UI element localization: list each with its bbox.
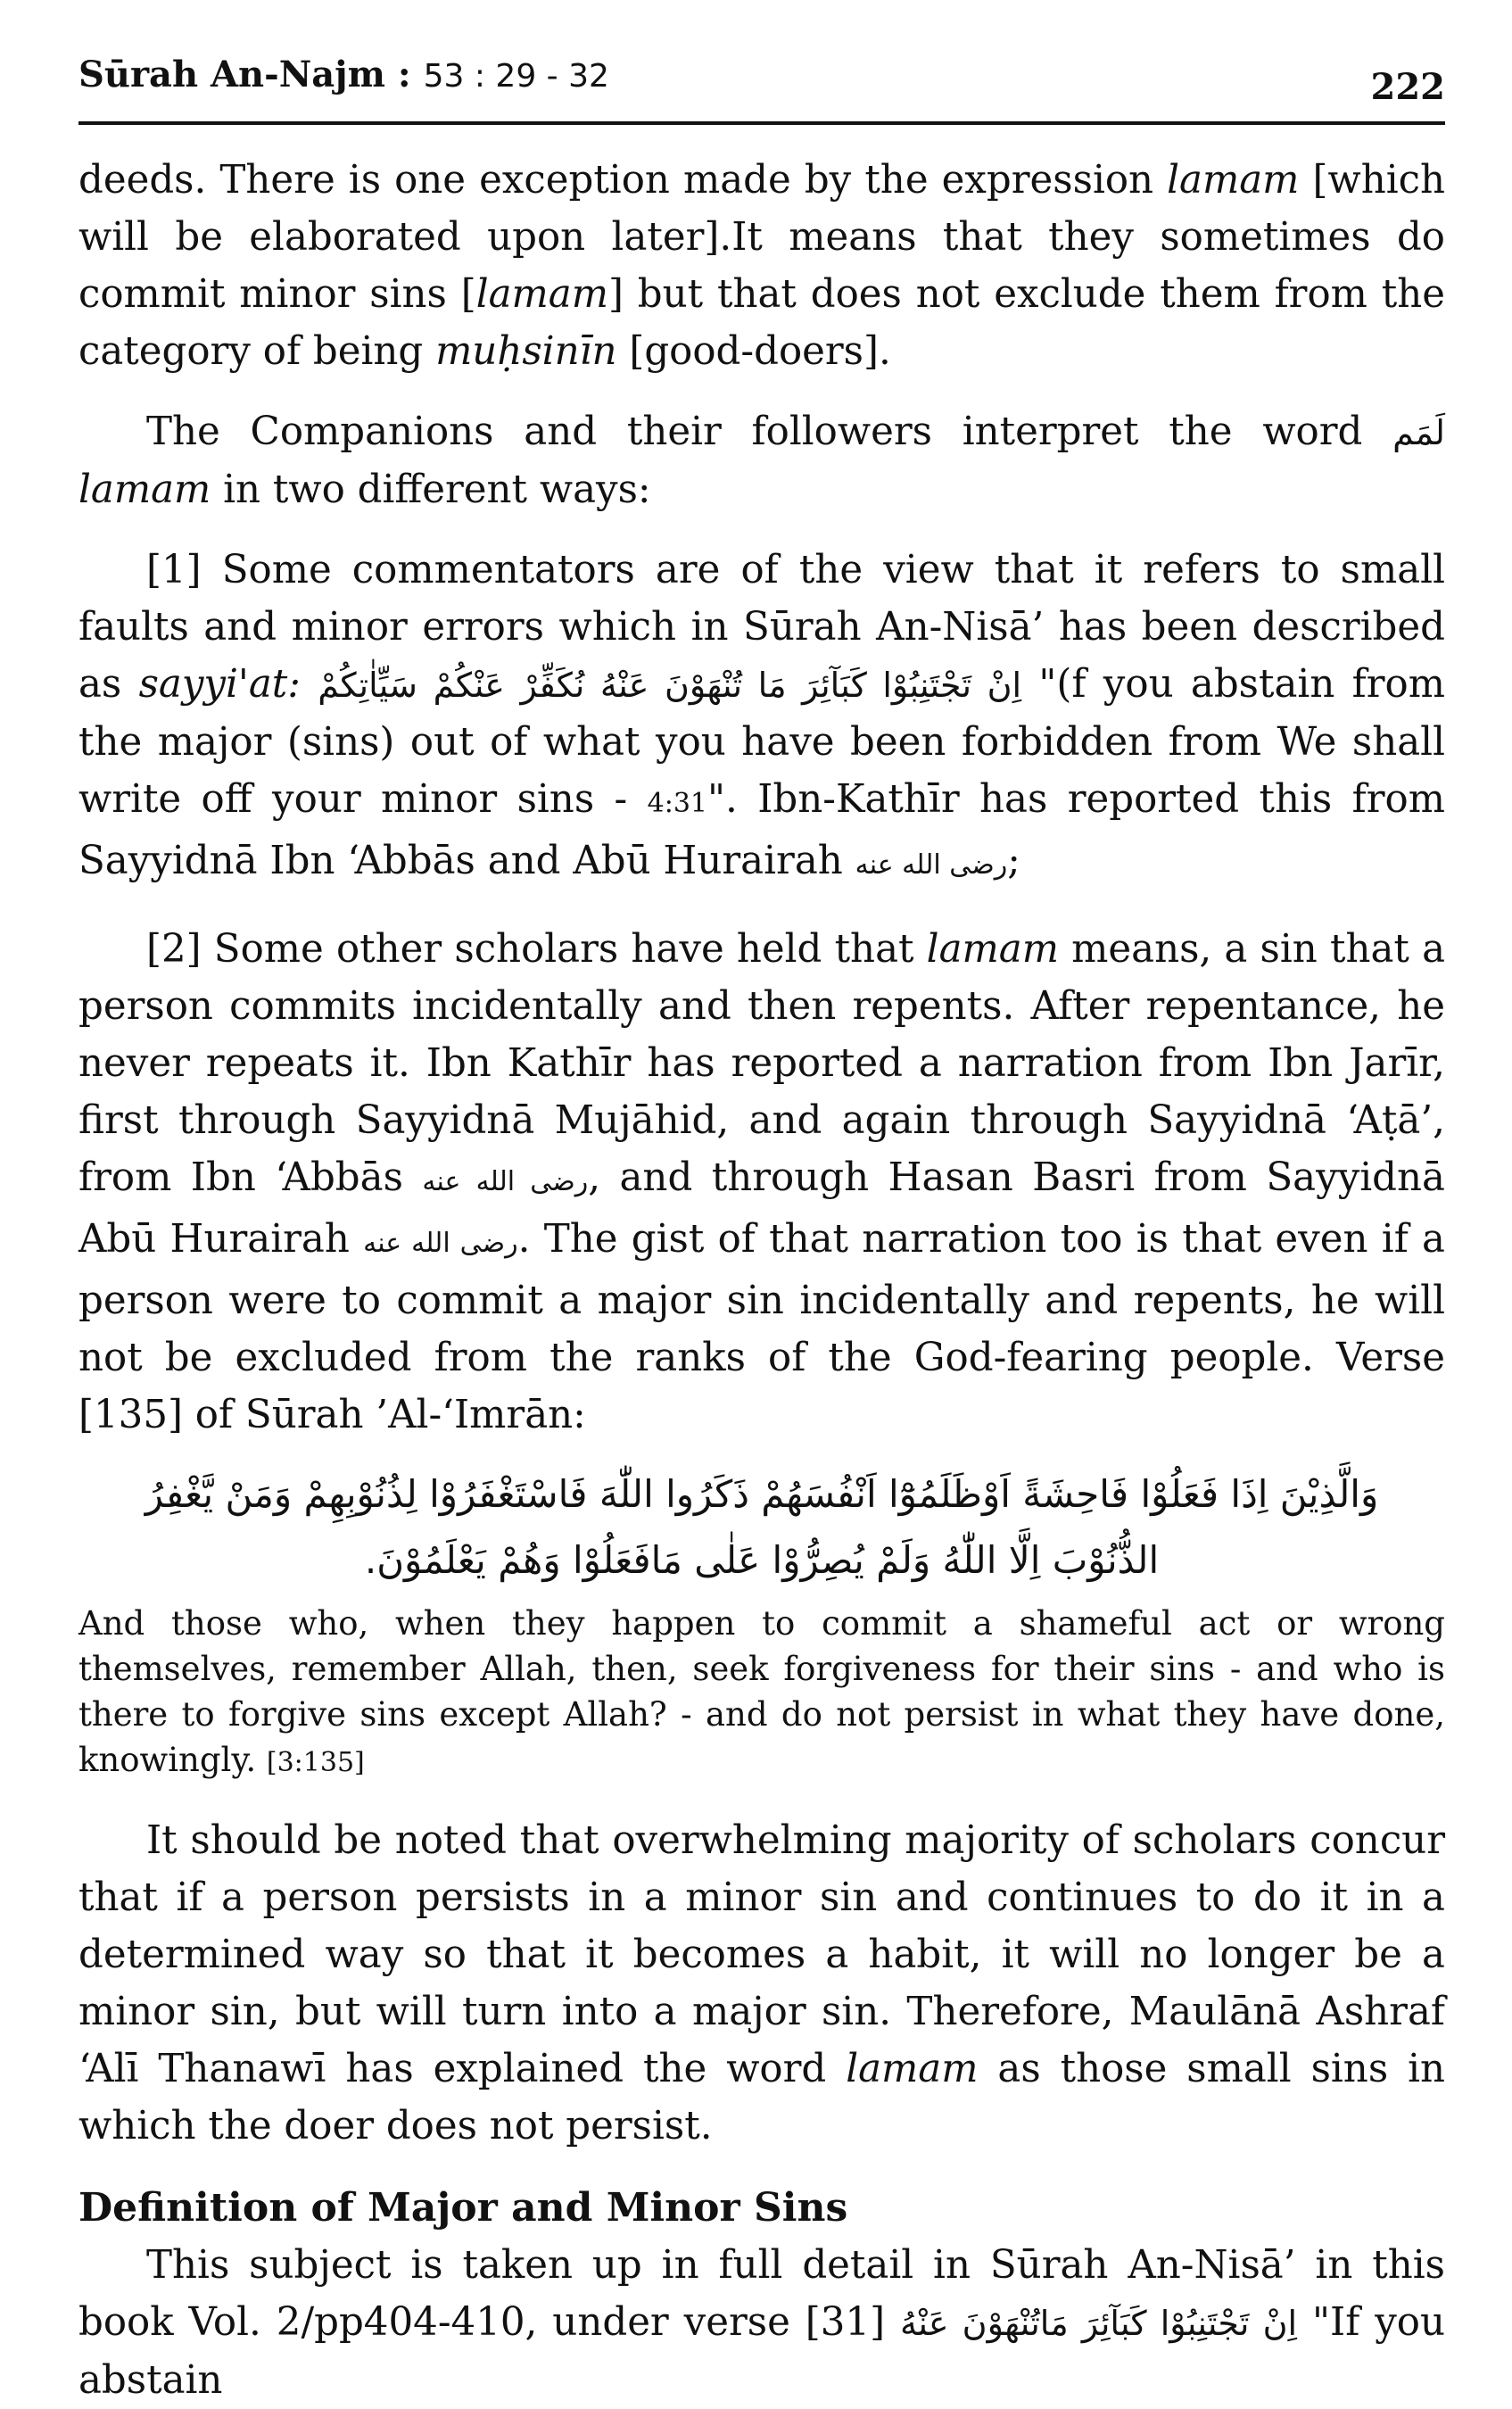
header-rule — [78, 121, 1445, 125]
page-body — [78, 152, 1445, 2409]
italic-term: lamam — [475, 272, 608, 317]
verse-range: 53 : 29 - 32 — [423, 58, 609, 95]
page-number: 222 — [1370, 66, 1445, 108]
paragraph-5 — [78, 1812, 1445, 2155]
text-run: means, a sin that a person commits incidentally and then repents. After repentance, he never repeats it. Ibn Kathīr has reported a narration from Ibn Jarīr, first through Sayyidnā Mujāhid, and again through Sayyidnā ‘Aṭā’, from Ibn ‘Abbās — [78, 927, 1445, 1200]
arabic-quote: اِنْ تَجْتَنِبُوْا كَبَآئِرَ مَاتُنْهَوْنَ عَنْهُ — [899, 2304, 1298, 2343]
text-run: ". Ibn-Kathīr has reported this from Sayyidnā Ibn ‘Abbās and Abū Hurairah — [78, 777, 1445, 883]
text-run: "If you abstain — [78, 2300, 1445, 2403]
text-run: ] but that does not exclude them from the category of being — [78, 272, 1445, 374]
paragraph-6 — [78, 2237, 1445, 2409]
paragraph-1 — [78, 152, 1445, 380]
surah-title — [78, 54, 609, 95]
text-run: [which will be elaborated upon later].It means that they sometimes do commit minor sins [ — [78, 158, 1446, 317]
text-run: as those small sins in which the doer does not persist. — [78, 2047, 1446, 2148]
text-run: This subject is taken up in full detail in Sūrah An-Nisā’ in this book Vol. 2/pp404-410, under verse [31] — [78, 2243, 1445, 2345]
paragraph-4 — [78, 921, 1445, 1444]
text-run: deeds. There is one exception made by the expression — [78, 158, 1168, 203]
italic-term: lamam — [78, 468, 211, 512]
arabic-verse-line: وَالَّذِيْنَ اِذَا فَعَلُوْا فَاحِشَةً اَوْظَلَمُوْٓا اَنْفُسَهُمْ ذَكَرُوا اللّٰهَ فَاسْتَغْفَرُوْا لِذُنُوْبِهِمْ وَمَنْ يَّغْفِرُ — [145, 1472, 1379, 1516]
verse-translation — [78, 1601, 1445, 1785]
paragraph-2 — [78, 403, 1445, 518]
italic-term: lamam — [1167, 158, 1300, 203]
text-run: . The gist of that narration too is that even if a person were to commit a major sin incidentally and repents, he will not be excluded from the ranks of the God-fearing people. Verse [135] of Sūrah ’Al-‘Imrān: — [78, 1217, 1445, 1437]
text-run: The Companions and their followers interpret the word — [146, 410, 1393, 454]
italic-term: lamam — [926, 927, 1059, 972]
arabic-quote: اِنْ تَجْتَنِبُوْا كَبَآئِرَ مَا تُنْهَوْنَ عَنْهُ نُكَفِّرْ عَنْكُمْ سَيِّاٰتِكُمْ — [318, 666, 1022, 705]
running-header — [78, 54, 1445, 125]
translation-text: And those who, when they happen to commit a shameful act or wrong themselves, remember Allah, then, seek forgiveness for their sins - and who is there to forgive sins except Allah? - and do not persist in what they have done, knowingly. — [78, 1604, 1445, 1779]
text-run: ; — [1007, 839, 1020, 883]
text-run: in two different ways: — [211, 468, 651, 512]
surah-name: Sūrah An-Najm : — [78, 54, 424, 95]
text-run: [1] Some commentators are of the view that it refers to small faults and minor errors which in Sūrah An-Nisā’ has been described as — [78, 548, 1445, 707]
arabic-word: لَمَم — [1392, 413, 1445, 452]
honorific-glyph: رضى الله عنه — [422, 1166, 589, 1197]
quran-verse-arabic — [132, 1461, 1392, 1594]
verse-reference: 4:31 — [647, 788, 708, 819]
text-run: [2] Some other scholars have held that — [146, 927, 927, 972]
paragraph-3 — [78, 542, 1445, 894]
section-heading: Definition of Major and Minor Sins — [78, 2185, 848, 2231]
honorific-glyph: رضى الله عنه — [363, 1228, 518, 1259]
text-run: , and through Hasan Basri from Sayyidnā Abū Hurairah — [78, 1155, 1445, 1262]
text-run: [good-doers]. — [616, 329, 891, 374]
italic-term: muḥsinīn — [435, 329, 617, 374]
honorific-glyph: رضى الله عنه — [855, 849, 1008, 881]
arabic-verse-line: الذُّنُوْبَ اِلَّا اللّٰهُ وَلَمْ يُصِرُّوْا عَلٰى مَافَعَلُوْا وَهُمْ يَعْلَمُوْنَ. — [364, 1538, 1160, 1582]
italic-term: sayyi'at: — [138, 662, 301, 707]
italic-term: lamam — [846, 2047, 979, 2091]
text-run: It should be noted that overwhelming majority of scholars concur that if a person persists in a minor sin and continues to do it in a determined way so that it becomes a habit, it will no longer be a minor sin, but will turn into a major sin. Therefore, Maulānā Ashraf ‘Alī Thanawī has explained the word — [78, 1818, 1445, 2091]
text-run: "(f you abstain from the major (sins) out of what you have been forbidden from We shall write off your minor sins - — [78, 662, 1445, 822]
verse-reference: [3:135] — [266, 1747, 365, 1778]
